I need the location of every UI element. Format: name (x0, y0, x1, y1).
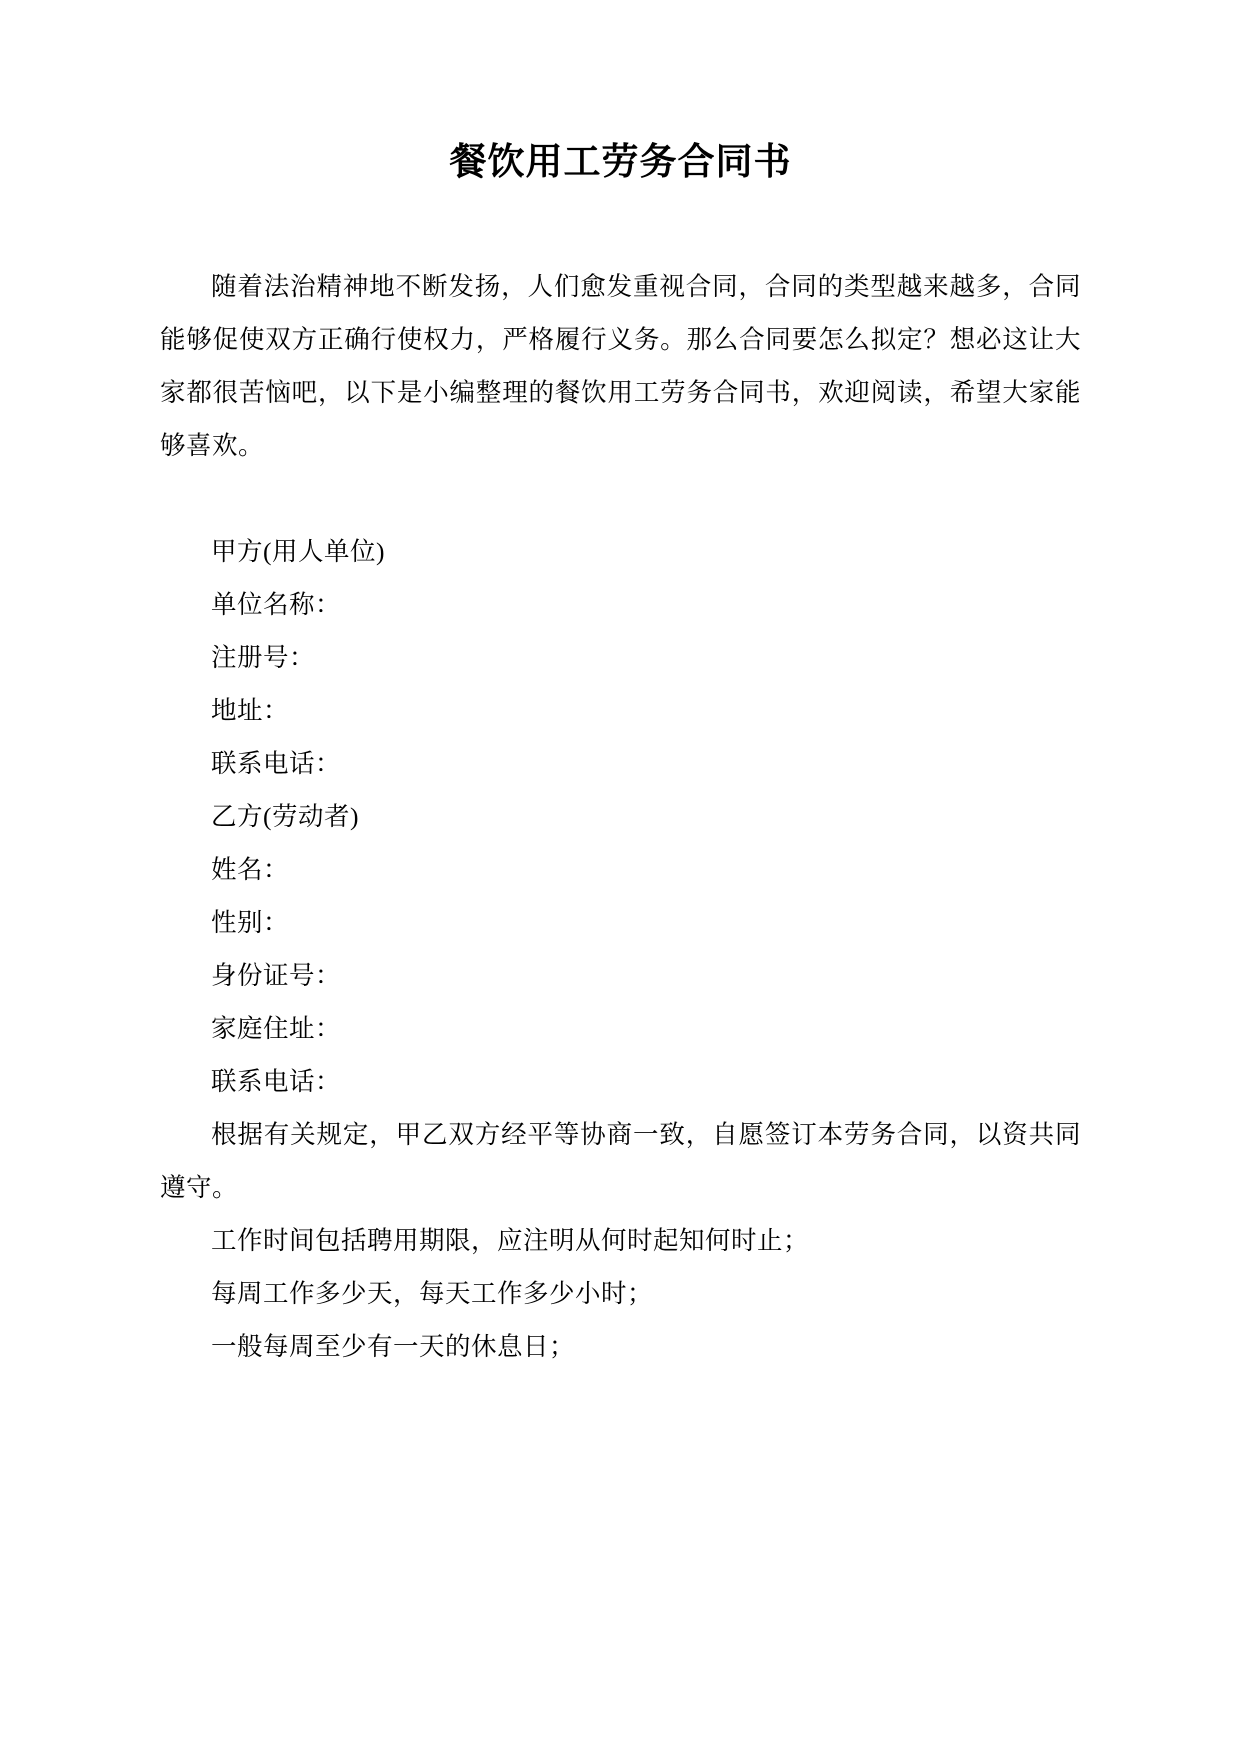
field-contact-phone-a: 联系电话： (211, 748, 342, 778)
term-weekly-hours: 每周工作多少天，每天工作多少小时； (211, 1278, 654, 1308)
party-a-heading: 甲方(用人单位) (211, 536, 385, 566)
agreement-paragraph: 根据有关规定，甲乙双方经平等协商一致，自愿签订本劳务合同，以资共同遵守。 (160, 1119, 1081, 1202)
intro-paragraph: 随着法治精神地不断发扬，人们愈发重视合同，合同的类型越来越多，合同能够促使双方正确行使权力，严格履行义务。那么合同要怎么拟定？想必这让大家都很苦恼吧，以下是小编整理的餐饮用工劳务合同书，欢迎阅读，希望大家能够喜欢。 (160, 271, 1081, 460)
term-working-period: 工作时间包括聘用期限，应注明从何时起知何时止； (211, 1225, 810, 1255)
field-address: 地址： (211, 695, 290, 725)
field-contact-phone-b: 联系电话： (211, 1066, 342, 1096)
field-gender: 性别： (211, 907, 290, 937)
paragraph-spacer (160, 472, 1081, 525)
term-rest-day: 一般每周至少有一天的休息日； (211, 1331, 576, 1361)
field-id-number: 身份证号： (211, 960, 342, 990)
field-home-address: 家庭住址： (211, 1013, 342, 1043)
field-company-name: 单位名称： (211, 589, 342, 619)
field-name: 姓名： (211, 854, 290, 884)
field-registration-number: 注册号： (211, 642, 316, 672)
document-body (160, 260, 1081, 1373)
party-b-heading: 乙方(劳动者) (211, 801, 359, 831)
page-title: 餐饮用工劳务合同书 (449, 140, 792, 183)
